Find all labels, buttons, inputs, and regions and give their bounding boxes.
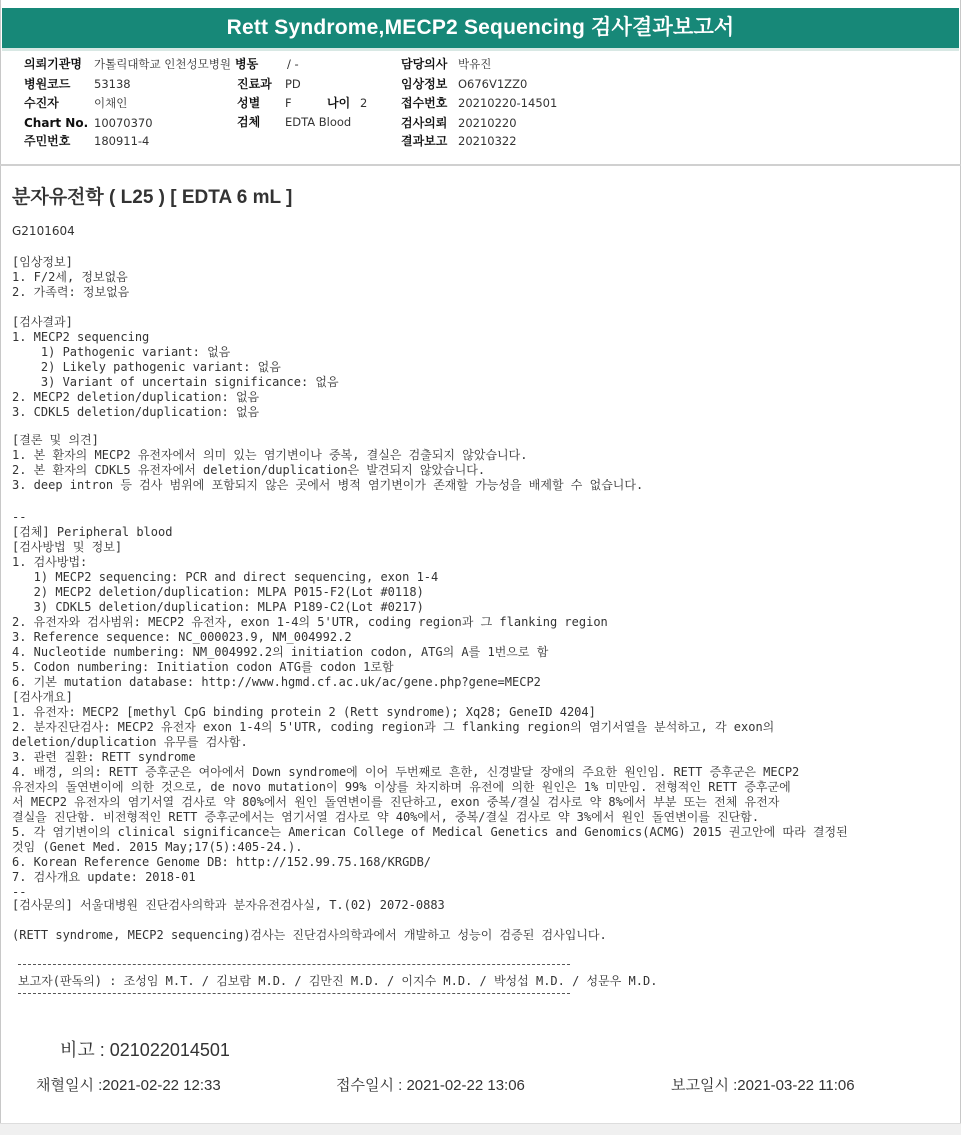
label-test-requested: 검사의뢰 (401, 116, 448, 130)
value-hospital-code: 53138 (94, 77, 131, 91)
section-title: 분자유전학 ( L25 ) [ EDTA 6 mL ] (12, 187, 293, 208)
label-clinical-info: 임상정보 (401, 77, 448, 91)
inquiry-line: [검사문의] 서울대병원 진단검사의학과 분자유전검사실, T.(02) 2072-0883 (12, 898, 445, 912)
received-datetime: 접수일시 : 2021-02-22 13:06 (336, 1077, 525, 1094)
value-ward: / - (287, 57, 299, 71)
value-attending-doctor: 박유진 (458, 57, 492, 71)
label-result-report: 결과보고 (401, 134, 448, 148)
label-receipt-number: 접수번호 (401, 96, 448, 110)
label-hospital-code: 병원코드 (24, 77, 71, 91)
value-receipt-number: 20210220-14501 (458, 96, 558, 110)
collected-datetime: 채혈일시 :2021-02-22 12:33 (36, 1077, 221, 1094)
divider-top (18, 964, 570, 965)
methods-block: -- [검체] Peripheral blood [검사방법 및 정보] 1. 검사방법: 1) MECP2 sequencing: PCR and direct sequencing, exon 1-4 2) MECP2 deletion/duplication: MLPA P015-F2(Lot #0118) 3) CDKL5 deletion/duplication: MLPA P189-C2(Lot #0217) 2. 유전자와 검사범위: MECP2 유전자, exon 1-4의 5'UTR, coding region과 그 flanking region 3. Reference sequence: NC_000023.9, NM_004992.2 4. Nucleotide numbering: NM_004992.2의 initiation codon, ATG의 A를 1번으로 함 5. Codon numbering: Initiation codon ATG를 codon 1로함 6. 기본 mutation database: http://www.hgmd.cf.ac.uk/ac/gene.php?gene=MECP2 [검사개요] 1. 유전자: MECP2 [methyl CpG binding protein 2 (Rett syndrome); Xq28; GeneID 4204] 2. 분자진단검사: MECP2 유전자 exon 1-4의 5'UTR, coding region과 그 flanking region의 염기서열을 분석하고, 각 exon의 deletion/duplication 유무를 검사함. 3. 관련 질환: RETT syndrome 4. 배경, 의의: RETT 증후군은 여아에서 Down syndrome에 이어 두번째로 흔한, 신경발달 장애의 주요한 원인임. RETT 증후군은 MECP2 유전자의 돌연변이에 의한 것으로, de novo mutation이 99% 이상를 차지하며 유전에 의한 원인은 1% 미만임. 전형적인 RETT 증후군에 서 MECP2 유전자의 염기서열 검사로 약 80%에서 원인 돌연변이를 진단하고, exon 중복/결실 검사로 약 8%에서 부분 또는 전체 유전자 결실을 진단함. 비전형적인 RETT 증후군에서는 염기서열 검사로 약 40%에서, 중복/결실 검사로 약 3%에서 원인 돌연변이를 진단함. 5. 각 염기변이의 clinical significance는 American College of Medical Genetics and Genomics(ACMG) 2015 권고안에 따라 결정된 것임 (Genet Med. 2015 May;17(5):405-24.). 6. Korean Reference Genome DB: http://152.99.75.168/KRGDB/ 7. 검사개요 update: 2018-01 -- (12, 510, 848, 899)
value-clinical-info: O676V1ZZ0 (458, 77, 528, 91)
label-chart-no: Chart No. (24, 116, 89, 130)
label-patient: 수진자 (24, 96, 59, 110)
conclusion-block: [결론 및 의견] 1. 본 환자의 MECP2 유전자에서 의미 있는 염기변이나 중복, 결실은 검출되지 않았습니다. 2. 본 환자의 CDKL5 유전자에서 deletion/duplication은 발견되지 않았습니다. 3. deep intron 등 검사 범위에 포함되지 않은 곳에서 병적 염기변이가 존재할 가능성을 배제할 수 없습니다. (12, 433, 644, 492)
value-test-requested: 20210220 (458, 116, 517, 130)
label-sex: 성별 (237, 96, 261, 110)
value-department: PD (285, 77, 301, 91)
reporters-line: 보고자(판독의) : 조성임 M.T. / 김보람 M.D. / 김만진 M.D. / 이지수 M.D. / 박성섭 M.D. / 성문우 M.D. (18, 974, 658, 988)
label-resident-number: 주민번호 (24, 134, 71, 148)
value-sex: F (285, 96, 292, 110)
value-requesting-org: 가톨릭대학교 인천성모병원 (94, 57, 231, 71)
value-result-report: 20210322 (458, 134, 517, 148)
footer-band (0, 1123, 961, 1135)
label-requesting-org: 의뢰기관명 (24, 57, 82, 71)
reported-datetime: 보고일시 :2021-03-22 11:06 (671, 1077, 855, 1094)
value-resident-number: 180911-4 (94, 134, 150, 148)
label-attending-doctor: 담당의사 (401, 57, 448, 71)
validation-line: (RETT syndrome, MECP2 sequencing)검사는 진단검사의학과에서 개발하고 성능이 검증된 검사입니다. (12, 928, 607, 942)
sample-id: G2101604 (12, 224, 75, 238)
value-specimen: EDTA Blood (285, 115, 352, 129)
label-specimen: 검체 (237, 115, 261, 129)
label-age: 나이 (327, 96, 351, 110)
value-chart-no: 10070370 (94, 116, 153, 130)
header-divider (0, 164, 961, 166)
report-title: Rett Syndrome,MECP2 Sequencing 검사결과보고서 (2, 8, 959, 48)
label-ward: 병동 (235, 57, 259, 71)
divider-bottom (18, 993, 570, 994)
clinical-info-block: [임상정보] 1. F/2세, 정보없음 2. 가족력: 정보없음 (12, 255, 130, 299)
value-patient: 이채인 (94, 96, 128, 110)
remark: 비고 : 021022014501 (60, 1040, 230, 1060)
value-age: 2 (360, 96, 368, 110)
test-results-block: [검사결과] 1. MECP2 sequencing 1) Pathogenic variant: 없음 2) Likely pathogenic variant: 없음 3) Variant of uncertain significance: 없음 2. MECP2 deletion/duplication: 없음 3. CDKL5 deletion/duplication: 없음 (12, 315, 339, 419)
label-department: 진료과 (237, 77, 272, 91)
title-underline (2, 48, 959, 51)
